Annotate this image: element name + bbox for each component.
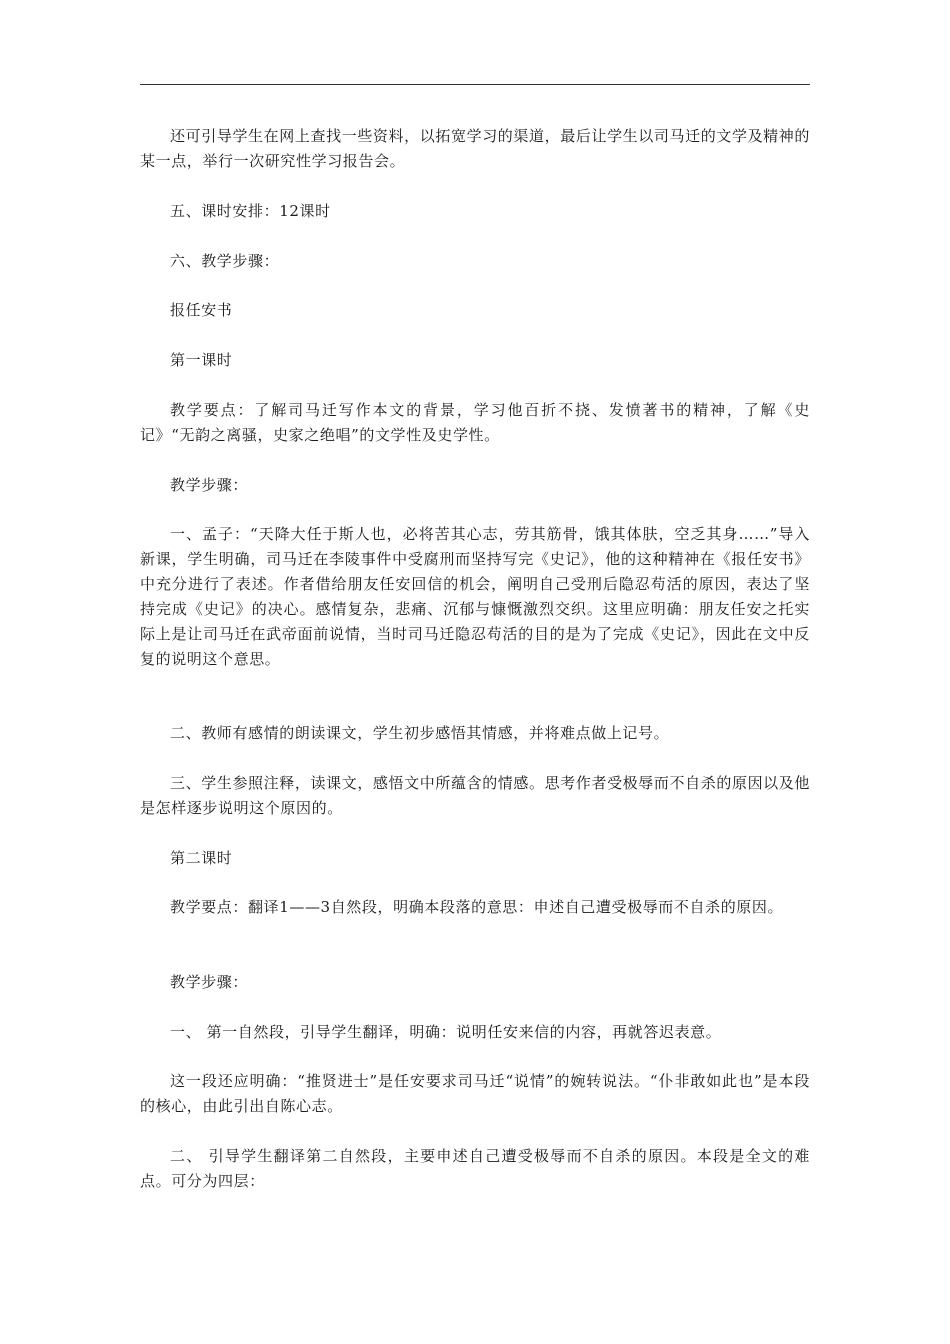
paragraph-lesson-one: 第一课时: [170, 351, 233, 369]
paragraph-teaching-steps-heading: 六、教学步骤：: [170, 252, 280, 270]
header-rule: [140, 84, 810, 85]
paragraph-step-first-section: 一、 第一自然段，引导学生翻译，明确：说明任安来信的内容，再就答迟表意。: [170, 1023, 722, 1041]
paragraph-lesson-two-points: 教学要点：翻译1——3自然段，明确本段落的意思：申述自己遭受极辱而不自杀的原因。: [170, 898, 784, 916]
paragraph-lesson-two-steps: 教学步骤：: [170, 973, 249, 991]
paragraph-lesson-two: 第二课时: [170, 849, 233, 867]
paragraph-step-reading: 二、教师有感情的朗读课文，学生初步感悟其情感，并将难点做上记号。: [170, 724, 670, 742]
paragraph-step-annotation: 三、学生参照注释，读课文，感悟文中所蕴含的情感。思考作者受极辱而不自杀的原因以及他是怎样逐步说明这个原因的。: [140, 774, 810, 817]
paragraph-text-title: 报任安书: [170, 301, 233, 319]
paragraph-lesson-one-points: 教学要点：了解司马迁写作本文的背景，学习他百折不挠、发愤著书的精神，了解《史记》“无韵之离骚，史家之绝唱”的文学性及史学性。: [140, 401, 810, 444]
paragraph-first-section-note: 这一段还应明确：“推贤进士”是任安要求司马迁“说情”的婉转说法。“仆非敢如此也”是本段的核心，由此引出自陈心志。: [140, 1072, 810, 1115]
paragraph-lesson-one-steps: 教学步骤：: [170, 476, 249, 494]
paragraph-step-second-section: 二、 引导学生翻译第二自然段，主要申述自己遭受极辱而不自杀的原因。本段是全文的难点。可分为四层：: [140, 1147, 810, 1190]
paragraph-research-report: 还可引导学生在网上查找一些资料，以拓宽学习的渠道，最后让学生以司马迁的文学及精神的某一点，举行一次研究性学习报告会。: [140, 127, 810, 170]
paragraph-class-hours: 五、课时安排：12课时: [170, 202, 331, 220]
paragraph-step-mencius: 一、孟子：“天降大任于斯人也，必将苦其心志，劳其筋骨，饿其体肤，空乏其身……”导入新课，学生明确，司马迁在李陵事件中受腐刑而坚持写完《史记》，他的这种精神在《报任安书》中充分进行了表述。作者借给朋友任安回信的机会，阐明自己受刑后隐忍苟活的原因，表达了坚持完成《史记》的决心。感情复杂，悲痛、沉郁与慷慨激烈交织。这里应明确：朋友任安之托实际上是让司马迁在武帝面前说情，当时司马迁隐忍苟活的目的是为了完成《史记》，因此在文中反复的说明这个意思。: [140, 525, 810, 668]
